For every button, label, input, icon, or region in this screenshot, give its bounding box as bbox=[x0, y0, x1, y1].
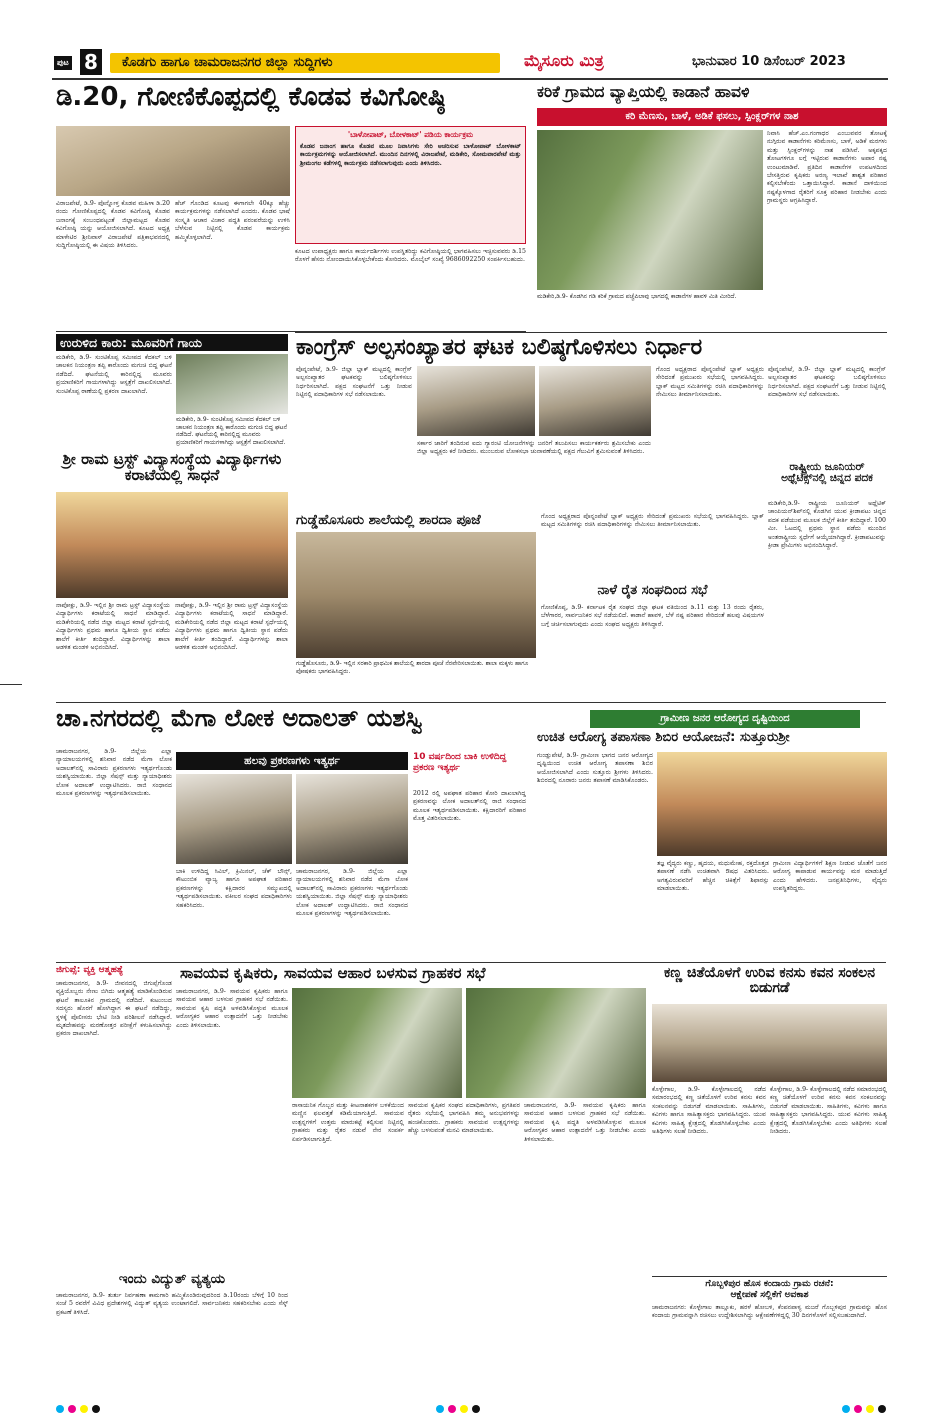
congress-body-col1: ಪೊನ್ನಂಪೇಟೆ, ಡಿ.9- ಜಿಲ್ಲಾ ಬ್ಲಾಕ್ ಮಟ್ಟದಲ್ಲಿ ಕಾಂಗ್ರೆಸ್ ಅಲ್ಪಸಂಖ್ಯಾತರ ಘಟಕವನ್ನು ಬಲಿಷ್ಠಗೊಳಿಸಲು ನಿರ್ಧರಿಸಲಾಗಿದೆ. ಪಕ್ಷದ ಸಂಘಟನೆಗೆ ಒತ್ತು ನೀಡುವ ನಿಟ್ಟಿನಲ್ಲಿ ಪದಾಧಿಕಾರಿಗಳ ಸಭೆ ನಡೆಸಲಾಯಿತು. bbox=[296, 366, 412, 399]
headline-gram-sabha: ಗೊಬ್ಬಳಿಪುರ ಹೊಸ ಕಂದಾಯ ಗ್ರಾಮ ರಚನೆ: bbox=[705, 1279, 834, 1289]
power-cut-body: ಚಾಮರಾಜನಗರ, ಡಿ.9- ತುರ್ತು ನಿರ್ವಹಣಾ ಕಾಮಗಾರಿ ಹಮ್ಮಿಕೊಂಡಿರುವುದರಿಂದ ಡಿ.10ರಂದು ಬೆಳಿಗ್ಗೆ 10 ರಿಂದ ಸಂಜೆ 5 ರವರೆಗೆ ವಿವಿಧ ಪ್ರದೇಶಗಳಲ್ಲಿ ವಿದ್ಯುತ್ ವ್ಯತ್ಯಯ ಉಂಟಾಗಲಿದೆ. ಸಾರ್ವಜನಿಕರು ಸಹಕರಿಸಬೇಕು ಎಂದು ಸೆಸ್ಕ್ ಪ್ರಕಟಣೆ ತಿಳಿಸಿದೆ. bbox=[56, 1292, 288, 1316]
photo-damaged-plantation bbox=[537, 130, 763, 290]
divider-3 bbox=[56, 702, 886, 703]
congress-body-col5: ಗೊಂದ ಅಧ್ಯಕ್ಷರಾದ ಪೊನ್ನಂಪೇಟೆ ಬ್ಲಾಕ್ ಅಧ್ಯಕ್ಷರು ಸೇರಿದಂತೆ ಪ್ರಮುಖರು ಸಭೆಯಲ್ಲಿ ಭಾಗವಹಿಸಿದ್ದರು. ಬ್ಲಾಕ್ ಮಟ್ಟದ ಸಮಿತಿಗಳನ್ನು ರಚಿಸಿ ಪದಾಧಿಕಾರಿಗಳನ್ನು ನೇಮಿಸಲು ತೀರ್ಮಾನಿಸಲಾಯಿತು. bbox=[541, 513, 764, 529]
registration-dot-magenta bbox=[68, 1405, 76, 1413]
header-date: ಭಾನುವಾರ 10 ಡಿಸೆಂಬರ್ 2023 bbox=[692, 54, 846, 69]
headline-sharada-pooja: ಗುಡ್ಡೆಹೊಸೂರು ಶಾಲೆಯಲ್ಲಿ ಶಾರದಾ ಪೂಜೆ bbox=[296, 512, 481, 528]
page-header bbox=[52, 50, 888, 76]
headline-suicide: ಜಿಗುಪ್ಸೆ: ವ್ಯಕ್ತಿ ಆತ್ಮಹತ್ಯೆ bbox=[56, 965, 124, 975]
health-camp-body-col3: ಗ್ರಾಮೀಣ ವಿದ್ಯಾರ್ಥಿಗಳಿಗೆ ಶಿಕ್ಷಣ ನೀಡುವ ಜೊತೆಗೆ ಜನರ ಆರೋಗ್ಯ ಕಾಪಾಡುವ ಕಾರ್ಯವನ್ನು ಮಠ ಮಾಡುತ್ತಿದೆ ಎಂದು ಹೇಳಿದರು. ಜನಪ್ರತಿನಿಧಿಗಳು, ವೈದ್ಯರು ಉಪಸ್ಥಿತರಿದ್ದರು. bbox=[773, 860, 887, 893]
elephant-body: ನಿವಾಸಿ ಹೆಚ್.ಎಂ.ಗಂಗಾಧರ ಎಂಬುವವರ ತೋಟಕ್ಕೆ ನುಗ್ಗಿರುವ ಕಾಡಾನೆಗಳು ಕರಿಮೆಣಸು, ಬಾಳೆ, ಅಡಿಕೆ ಮರಗಳು ಮತ್ತು ಸ್ಪಿಂಕ್ಲರ್‌ಗಳನ್ನು ನಾಶ ಪಡಿಸಿವೆ. ಅಕ್ಕಪಕ್ಕದ ತೋಟಗಳಿಗೂ ಲಗ್ಗೆ ಇಟ್ಟಿರುವ ಕಾಡಾನೆಗಳು ಅಪಾರ ನಷ್ಟ ಉಂಟುಮಾಡಿವೆ. ಪ್ರತಿದಿನ ಕಾಡಾನೆಗಳ ಉಪಟಳದಿಂದ ಬೇಸತ್ತಿರುವ ಕೃಷಿಕರು ಅರಣ್ಯ ಇಲಾಖೆ ಶಾಶ್ವತ ಪರಿಹಾರ ಕಲ್ಪಿಸಬೇಕೆಂದು ಒತ್ತಾಯಿಸಿದ್ದಾರೆ. ಕಾಡಾನೆ ದಾಳಿಯಿಂದ ನಷ್ಟಕ್ಕೊಳಗಾದ ರೈತರಿಗೆ ಸೂಕ್ತ ಪರಿಹಾರ ನೀಡಬೇಕು ಎಂದು ಗ್ರಾಮಸ್ಥರು ಆಗ್ರಹಿಸಿದ್ದಾರೆ. bbox=[767, 130, 887, 205]
headline-lok-adalat: ಚಾ.ನಗರದಲ್ಲಿ ಮೆಗಾ ಲೋಕ ಅದಾಲತ್ ಯಶಸ್ವಿ bbox=[56, 704, 423, 732]
photo-lok-adalat-2 bbox=[296, 774, 408, 864]
headline-poetry-book: ಕಣ್ಣ ಚಿತೆಯೊಳಗೆ ಉರಿವ ಕನಸು ಕವನ ಸಂಕಲನ ಬಿಡುಗಡೆ bbox=[663, 965, 876, 996]
photo-lok-adalat-1 bbox=[176, 774, 292, 864]
organic-body-col1: ಚಾಮರಾಜನಗರ, ಡಿ.9- ಸಾವಯವ ಕೃಷಿಕರು ಹಾಗೂ ಸಾವಯವ ಆಹಾರ ಬಳಸುವ ಗ್ರಾಹಕರ ಸಭೆ ನಡೆಯಿತು. ಸಾವಯವ ಕೃಷಿ ಪದ್ಧತಿ ಅಳವಡಿಸಿಕೊಳ್ಳುವ ಮೂಲಕ ಆರೋಗ್ಯಕರ ಆಹಾರ ಉತ್ಪಾದನೆಗೆ ಒತ್ತು ನೀಡಬೇಕು ಎಂದು ತಿಳಿಸಲಾಯಿತು. bbox=[176, 988, 288, 1029]
kodava-body-col1: ವಿರಾಜಪೇಟೆ, ಡಿ.9- ಪೊನ್ನೋಳ್ತ ಕೊಡವ ಮಹಿಳಾ ಡಿ.20 ರಂದು ಗೋಣಿಕೊಪ್ಪದಲ್ಲಿ ಕೊಡವ ಕವಿಗೋಷ್ಠಿ ಕೊಡವ ಜನಾಂಗಕ್ಕೆ ಸಂಬಂಧಪಟ್ಟಂತೆ ಜಿಲ್ಲಾಮಟ್ಟದ ಕೊಡವ ಕವಿಗೋಷ್ಠಿ ಯನ್ನು ಆಯೋಜಿಸಲಾಗಿದೆ. ಕೂಟದ ಅಧ್ಯಕ್ಷ ಮಾಳೇಟಿರ ಶ್ರೀನಿವಾಸ್ ವಿರಾಜಪೇಟೆ ಪತ್ರಿಕಾಭವನದಲ್ಲಿ ಸುದ್ದಿಗೋಷ್ಠಿಯಲ್ಲಿ ಈ ವಿಷಯ ತಿಳಿಸಿದರು. bbox=[56, 200, 170, 250]
car-accident-caption: ಮಡಿಕೇರಿ, ಡಿ.9- ಸುಂಟಿಕೊಪ್ಪ ಸಮೀಪದ ಕೆದಕಲ್ ಬಳಿ ಚಾಲಕನ ನಿಯಂತ್ರಣ ತಪ್ಪಿ ಕಾರೊಂದು ಮಗುಚಿ ಬಿದ್ದ ಘಟನೆ ನಡೆದಿದೆ. ಘಟನೆಯಲ್ಲಿ ಕಾರಿನಲ್ಲಿದ್ದ ಮೂವರು ಪ್ರಯಾಣಿಕರಿಗೆ ಗಾಯಗಳಾಗಿದ್ದು ಆಸ್ಪತ್ರೆಗೆ ದಾಖಲಿಸಲಾಗಿದೆ. bbox=[176, 416, 288, 446]
headline-athletics: ರಾಷ್ಟ್ರೀಯ ಜೂನಿಯರ್ ಅಥ್ಲೆಟಿಕ್ಸ್‌ನಲ್ಲಿ ಚಿನ್ನದ ಪದಕ bbox=[781, 461, 873, 485]
inset-box bbox=[295, 126, 526, 244]
health-camp-top-banner: ಗ್ರಾಮೀಣ ಜನರ ಆರೋಗ್ಯದ ದೃಷ್ಟಿಯಿಂದ bbox=[590, 710, 860, 728]
congress-body-col3: ಗೊಂದ ಅಧ್ಯಕ್ಷರಾದ ಪೊನ್ನಂಪೇಟೆ ಬ್ಲಾಕ್ ಅಧ್ಯಕ್ಷರು ಸೇರಿದಂತೆ ಪ್ರಮುಖರು ಸಭೆಯಲ್ಲಿ ಭಾಗವಹಿಸಿದ್ದರು. ಬ್ಲಾಕ್ ಮಟ್ಟದ ಸಮಿತಿಗಳನ್ನು ರಚಿಸಿ ಪದಾಧಿಕಾರಿಗಳನ್ನು ನೇಮಿಸಲು ತೀರ್ಮಾನಿಸಲಾಯಿತು. bbox=[656, 366, 764, 399]
registration-dot-cyan bbox=[842, 1405, 850, 1413]
registration-dot-magenta bbox=[448, 1405, 456, 1413]
organic-body-col4: ಚಾಮರಾಜನಗರ, ಡಿ.9- ಸಾವಯವ ಕೃಷಿಕರು ಹಾಗೂ ಸಾವಯವ ಆಹಾರ ಬಳಸುವ ಗ್ರಾಹಕರ ಸಭೆ ನಡೆಯಿತು. ಸಾವಯವ ಕೃಷಿ ಪದ್ಧತಿ ಅಳವಡಿಸಿಕೊಳ್ಳುವ ಮೂಲಕ ಆರೋಗ್ಯಕರ ಆಹಾರ ಉತ್ಪಾದನೆಗೆ ಒತ್ತು ನೀಡಬೇಕು ಎಂದು ತಿಳಿಸಲಾಯಿತು. bbox=[524, 1102, 646, 1143]
registration-dot-black bbox=[92, 1405, 100, 1413]
lok-adalat-body-col4: 2012 ರಲ್ಲಿ ಅಪಘಾತ ಪರಿಹಾರ ಕೋರಿ ದಾಖಲಾಗಿದ್ದ ಪ್ರಕರಣವನ್ನು ಲೋಕ ಅದಾಲತ್‌ನಲ್ಲಿ ರಾಜಿ ಸಂಧಾನದ ಮೂಲಕ ಇತ್ಯರ್ಥಪಡಿಸಲಾಯಿತು. ಕಕ್ಷಿದಾರರಿಗೆ ಪರಿಹಾರ ಮೊತ್ತ ವಿತರಿಸಲಾಯಿತು. bbox=[413, 790, 526, 823]
elephant-caption: ಮಡಿಕೇರಿ,ಡಿ.9- ಕೊಡಗಿನ ಗಡಿ ಕರಿಕೆ ಗ್ರಾಮದ ಪಚ್ಚೆಪಿಲಾವು ಭಾಗದಲ್ಲಿ ಕಾಡಾನೆಗಳ ಹಾವಳಿ ಮಿತಿ ಮೀರಿದೆ. bbox=[537, 293, 737, 300]
congress-body-col2: ಸರ್ಕಾರ ಜಾರಿಗೆ ತಂದಿರುವ ಐದು ಗ್ಯಾರಂಟಿ ಯೋಜನೆಗಳನ್ನು ಜನರಿಗೆ ತಲುಪಿಸಲು ಕಾರ್ಯಕರ್ತರು ಶ್ರಮಿಸಬೇಕು ಎಂದು ಜಿಲ್ಲಾ ಅಧ್ಯಕ್ಷರು ಕರೆ ನೀಡಿದರು. ಮುಂಬರುವ ಲೋಕಸಭಾ ಚುನಾವಣೆಯಲ್ಲಿ ಪಕ್ಷದ ಗೆಲುವಿಗೆ ಶ್ರಮಿಸುವಂತೆ ತಿಳಿಸಿದರು. bbox=[417, 440, 651, 456]
registration-dot-yellow bbox=[866, 1405, 874, 1413]
section-title: ಕೊಡಗು ಹಾಗೂ ಚಾಮರಾಜನಗರ ಜಿಲ್ಲಾ ಸುದ್ದಿಗಳು bbox=[122, 55, 333, 70]
sharada-pooja-caption: ಗುಡ್ಡೆಹೊಸೂರು, ಡಿ.9- ಇಲ್ಲಿನ ಸರಕಾರಿ ಪ್ರಾಥಮಿಕ ಶಾಲೆಯಲ್ಲಿ ಶಾರದಾ ಪೂಜೆ ನೆರವೇರಿಸಲಾಯಿತು. ಶಾಲಾ ಮಕ್ಕಳು ಹಾಗೂ ಪೋಷಕರು ಭಾಗವಹಿಸಿದ್ದರು. bbox=[296, 660, 529, 675]
headline-kodava-poets: ಡಿ.20, ಗೋಣಿಕೊಪ್ಪದಲ್ಲಿ ಕೊಡವ ಕವಿಗೋಷ್ಠಿ bbox=[56, 82, 446, 112]
photo-health-camp bbox=[657, 752, 887, 856]
karate-body-col1: ನಾಪೋಕ್ಲು, ಡಿ.9- ಇಲ್ಲಿನ ಶ್ರೀ ರಾಮ ಟ್ರಸ್ಟ್ ವಿದ್ಯಾಸಂಸ್ಥೆಯ ವಿದ್ಯಾರ್ಥಿಗಳು ಕರಾಟೆಯಲ್ಲಿ ಸಾಧನೆ ಮಾಡಿದ್ದಾರೆ. ಮಡಿಕೇರಿಯಲ್ಲಿ ನಡೆದ ಜಿಲ್ಲಾ ಮಟ್ಟದ ಕರಾಟೆ ಸ್ಪರ್ಧೆಯಲ್ಲಿ ವಿದ್ಯಾರ್ಥಿಗಳು ಪ್ರಥಮ ಹಾಗೂ ದ್ವಿತೀಯ ಸ್ಥಾನ ಪಡೆದು ಶಾಲೆಗೆ ಕೀರ್ತಿ ತಂದಿದ್ದಾರೆ. ವಿದ್ಯಾರ್ಥಿಗಳನ್ನು ಶಾಲಾ ಆಡಳಿತ ಮಂಡಳಿ ಅಭಿನಂದಿಸಿದೆ. bbox=[56, 602, 170, 652]
page-number: 8 bbox=[80, 49, 102, 75]
congress-body-col4: ಪೊನ್ನಂಪೇಟೆ, ಡಿ.9- ಜಿಲ್ಲಾ ಬ್ಲಾಕ್ ಮಟ್ಟದಲ್ಲಿ ಕಾಂಗ್ರೆಸ್ ಅಲ್ಪಸಂಖ್ಯಾತರ ಘಟಕವನ್ನು ಬಲಿಷ್ಠಗೊಳಿಸಲು ನಿರ್ಧರಿಸಲಾಗಿದೆ. ಪಕ್ಷದ ಸಂಘಟನೆಗೆ ಒತ್ತು ನೀಡುವ ನಿಟ್ಟಿನಲ್ಲಿ ಪದಾಧಿಕಾರಿಗಳ ಸಭೆ ನಡೆಸಲಾಯಿತು. bbox=[768, 366, 886, 399]
health-camp-body-col2: ತಜ್ಞ ವೈದ್ಯರು ಕಣ್ಣು, ಹೃದಯ, ಮಧುಮೇಹ, ರಕ್ತದೊತ್ತಡ ತಪಾಸಣೆ ನಡೆಸಿ ಉಚಿತವಾಗಿ ಔಷಧ ವಿತರಿಸಿದರು. ಅಗತ್ಯವಿರುವವರಿಗೆ ಹೆಚ್ಚಿನ ಚಿಕಿತ್ಸೆಗೆ ಶಿಫಾರಸ್ಸು ಮಾಡಲಾಯಿತು. bbox=[657, 860, 769, 893]
car-accident-body: ಮಡಿಕೇರಿ, ಡಿ.9- ಸುಂಟಿಕೊಪ್ಪ ಸಮೀಪದ ಕೆದಕಲ್ ಬಳಿ ಚಾಲಕನ ನಿಯಂತ್ರಣ ತಪ್ಪಿ ಕಾರೊಂದು ಮಗುಚಿ ಬಿದ್ದ ಘಟನೆ ನಡೆದಿದೆ. ಘಟನೆಯಲ್ಲಿ ಕಾರಿನಲ್ಲಿದ್ದ ಮೂವರು ಪ್ರಯಾಣಿಕರಿಗೆ ಗಾಯಗಳಾಗಿದ್ದು ಆಸ್ಪತ್ರೆಗೆ ದಾಖಲಿಸಲಾಗಿದೆ. ಸುಂಟಿಕೊಪ್ಪ ಠಾಣೆಯಲ್ಲಿ ಪ್ರಕರಣ ದಾಖಲಾಗಿದೆ. bbox=[56, 354, 172, 395]
organic-body-col3: ಸಾವಯವ ಕೃಷಿಕರ ಸಂಘದ ಪದಾಧಿಕಾರಿಗಳು, ಪ್ರಗತಿಪರ ರೈತರು ಸಭೆಯಲ್ಲಿ ಭಾಗವಹಿಸಿ ತಮ್ಮ ಅನುಭವಗಳನ್ನು ಹಂಚಿಕೊಂಡರು. ಗ್ರಾಹಕರು ಸಾವಯವ ಉತ್ಪನ್ನಗಳನ್ನು ಹೆಚ್ಚು ಬಳಸುವಂತೆ ಮನವಿ ಮಾಡಲಾಯಿತು. bbox=[408, 1102, 520, 1135]
side-banner-text: 10 ವರ್ಷದಿಂದ ಬಾಕಿ ಉಳಿದಿದ್ದ ಪ್ರಕರಣ ಇತ್ಯರ್ಥ bbox=[413, 752, 507, 773]
header-rule bbox=[52, 78, 888, 80]
side-banner-lok-adalat bbox=[413, 752, 526, 786]
photo-organic-meeting-2 bbox=[466, 988, 646, 1098]
gram-sabha-body: ಚಾಮರಾಜನಗರ: ಕೊಳ್ಳೇಗಾಲ ತಾಲ್ಲೂಕು, ಹರಳೆ ಹೋಬಳಿ, ಕೆಂಪನಪಾಳ್ಯ ಮಜರೆ ಗೊಬ್ಬಳಿಪುರ ಗ್ರಾಮವನ್ನು ಹೊಸ ಕಂದಾಯ ಗ್ರಾಮವನ್ನಾಗಿ ರಚಿಸಲು ಉದ್ದೇಶಿಸಲಾಗಿದ್ದು ಆಕ್ಷೇಪಣೆಗಳಿದ್ದಲ್ಲಿ 30 ದಿನಗಳೊಳಗೆ ಸಲ್ಲಿಸಬಹುದಾಗಿದೆ. bbox=[652, 1303, 887, 1320]
suicide-body: ಚಾಮರಾಜನಗರ, ಡಿ.9- ಜೀವನದಲ್ಲಿ ಜಿಗುಪ್ಸೆಗೊಂಡ ವ್ಯಕ್ತಿಯೊಬ್ಬರು ನೇಣು ಬಿಗಿದು ಆತ್ಮಹತ್ಯೆ ಮಾಡಿಕೊಂಡಿರುವ ಘಟನೆ ತಾಲೂಕಿನ ಗ್ರಾಮದಲ್ಲಿ ನಡೆದಿದೆ. ಕುಟುಂಬದ ಸದಸ್ಯರು ಹೊರಗೆ ಹೋಗಿದ್ದಾಗ ಈ ಘಟನೆ ನಡೆದಿದ್ದು, ಸ್ಥಳಕ್ಕೆ ಪೊಲೀಸರು ಭೇಟಿ ನೀಡಿ ಪರಿಶೀಲನೆ ನಡೆಸಿದ್ದಾರೆ. ಮೃತದೇಹವನ್ನು ಮರಣೋತ್ತರ ಪರೀಕ್ಷೆಗೆ ಕಳುಹಿಸಲಾಗಿದ್ದು ಪ್ರಕರಣ ದಾಖಲಾಗಿದೆ. bbox=[56, 980, 172, 1038]
gram-sabha-box bbox=[652, 1276, 887, 1374]
kodava-body-col3: ಕೂಟದ ಉಪಾಧ್ಯಕ್ಷರು ಹಾಗೂ ಕಾರ್ಯದರ್ಶಿಗಳು ಉಪಸ್ಥಿತರಿದ್ದು ಕವಿಗೋಷ್ಠಿಯಲ್ಲಿ ಭಾಗವಹಿಸಲು ಇಚ್ಛಿಸುವವರು ಡಿ.15 ರೊಳಗೆ ಹೆಸರು ನೋಂದಾಯಿಸಿಕೊಳ್ಳಬೇಕೆಂದು ಕೋರಿದರು. ಮೊಬೈಲ್ ಸಂಖ್ಯೆ 9686092250 ಸಂಪರ್ಕಿಸಬಹುದು. bbox=[295, 248, 526, 264]
headline-power-cut: ಇಂದು ವಿದ್ಯುತ್ ವ್ಯತ್ಯಯ bbox=[118, 1271, 226, 1287]
photo-congress-meeting-2 bbox=[539, 366, 651, 436]
inset-body: ಕೊಡವ ಜನಾಂಗ ಹಾಗೂ ಕೊಡವ ಮೂಲ ನಿವಾಸಿಗಳು ಸೇರಿ ಆಚರಿಸುವ ಬಾಳೋಪಾಟ್ ಬೋಳಕಾಟ್ ಕಾರ್ಯಕ್ರಮಗಳನ್ನು ಆಯೋಜಿಸಲಾಗಿದೆ. ಮುಂದಿನ ದಿನಗಳಲ್ಲಿ ವಿರಾಜಪೇಟೆ, ಮಡಿಕೇರಿ, ಸೋಮವಾರಪೇಟೆ ಮತ್ತು ಶ್ರೀಮಂಗಲ ಕಡೆಗಳಲ್ಲಿ ಕಾರ್ಯಕ್ರಮ ನಡೆಸಲಾಗುವುದು ಎಂದು ತಿಳಿಸಿದರು. bbox=[300, 143, 521, 167]
poetry-body-col1: ಕೊಳ್ಳೇಗಾಲ, ಡಿ.9- ಕೊಳ್ಳೇಗಾಲದಲ್ಲಿ ನಡೆದ ಸಮಾರಂಭದಲ್ಲಿ ಕಣ್ಣ ಚಿತೆಯೊಳಗೆ ಉರಿವ ಕನಸು ಕವನ ಸಂಕಲನವನ್ನು ಬಿಡುಗಡೆ ಮಾಡಲಾಯಿತು. ಸಾಹಿತಿಗಳು, ಕವಿಗಳು ಹಾಗೂ ಸಾಹಿತ್ಯಾಸಕ್ತರು ಭಾಗವಹಿಸಿದ್ದರು. ಯುವ ಕವಿಗಳು ಸಾಹಿತ್ಯ ಕ್ಷೇತ್ರದಲ್ಲಿ ತೊಡಗಿಸಿಕೊಳ್ಳಬೇಕು ಎಂದು ಅತಿಥಿಗಳು ಸಲಹೆ ನೀಡಿದರು. bbox=[652, 1086, 766, 1136]
registration-dot-cyan bbox=[436, 1405, 444, 1413]
headline-car-accident: ಉರುಳಿದ ಕಾರು: ಮೂವರಿಗೆ ಗಾಯ bbox=[56, 334, 288, 351]
headline-congress: ಕಾಂಗ್ರೆಸ್ ಅಲ್ಪಸಂಖ್ಯಾತರ ಘಟಕ ಬಲಿಷ್ಠಗೊಳಿಸಲು ನಿರ್ಧಾರ bbox=[296, 335, 703, 360]
photo-congress-meeting-1 bbox=[417, 366, 535, 436]
section-title-banner bbox=[110, 53, 500, 73]
inset-title: 'ಬಾಳೋಪಾಟ್, ಬೋಳಕಾಟ್' ಪಡಿಯ ಕಾರ್ಯಕ್ರಮ bbox=[347, 130, 474, 139]
registration-dot-magenta bbox=[854, 1405, 862, 1413]
registration-dot-cyan bbox=[56, 1405, 64, 1413]
organic-body-col2: ರಾಸಾಯನಿಕ ಗೊಬ್ಬರ ಮತ್ತು ಕೀಟನಾಶಕಗಳ ಬಳಕೆಯಿಂದ ಮಣ್ಣಿನ ಫಲವತ್ತತೆ ಕಡಿಮೆಯಾಗುತ್ತಿದೆ. ಸಾವಯವ ಉತ್ಪನ್ನಗಳಿಗೆ ಉತ್ತಮ ಮಾರುಕಟ್ಟೆ ಕಲ್ಪಿಸುವ ನಿಟ್ಟಿನಲ್ಲಿ ಗ್ರಾಹಕರು ಮತ್ತು ರೈತರ ನಡುವೆ ನೇರ ಸಂಪರ್ಕ ಏರ್ಪಡಿಸಲಾಗುತ್ತಿದೆ. bbox=[292, 1102, 404, 1143]
lok-adalat-body-col2: ಬಾಕಿ ಉಳಿದಿದ್ದ ಸಿವಿಲ್, ಕ್ರಿಮಿನಲ್, ಚೆಕ್ ಬೌನ್ಸ್, ಕೌಟುಂಬಿಕ ವ್ಯಾಜ್ಯ ಹಾಗೂ ಅಪಘಾತ ಪರಿಹಾರ ಪ್ರಕರಣಗಳನ್ನು ಕಕ್ಷಿದಾರರ ಸಮ್ಮುಖದಲ್ಲಿ ಇತ್ಯರ್ಥಪಡಿಸಲಾಯಿತು. ವಕೀಲರ ಸಂಘದ ಪದಾಧಿಕಾರಿಗಳು ಸಹಕರಿಸಿದರು. bbox=[176, 868, 292, 909]
lok-adalat-body-col1: ಚಾಮರಾಜನಗರ, ಡಿ.9- ಜಿಲ್ಲೆಯ ಎಲ್ಲಾ ನ್ಯಾಯಾಲಯಗಳಲ್ಲಿ ಶನಿವಾರ ನಡೆದ ಮೆಗಾ ಲೋಕ ಅದಾಲತ್‌ನಲ್ಲಿ ಸಾವಿರಾರು ಪ್ರಕರಣಗಳು ಇತ್ಯರ್ಥಗೊಂಡು ಯಶಸ್ವಿಯಾಯಿತು. ಜಿಲ್ಲಾ ಸೆಷನ್ಸ್ ಮತ್ತು ನ್ಯಾಯಾಧೀಶರು ಲೋಕ ಅದಾಲತ್ ಉದ್ಘಾಟಿಸಿದರು. ರಾಜಿ ಸಂಧಾನದ ಮೂಲಕ ಪ್ರಕರಣಗಳನ್ನು ಇತ್ಯರ್ಥಪಡಿಸಲಾಯಿತು. bbox=[56, 748, 172, 798]
health-camp-body-col1: ಗುಂಡ್ಲುಪೇಟೆ, ಡಿ.9- ಗ್ರಾಮೀಣ ಭಾಗದ ಜನರ ಆರೋಗ್ಯದ ದೃಷ್ಟಿಯಿಂದ ಉಚಿತ ಆರೋಗ್ಯ ತಪಾಸಣಾ ಶಿಬಿರ ಆಯೋಜಿಸಲಾಗಿದೆ ಎಂದು ಸುತ್ತೂರು ಶ್ರೀಗಳು ತಿಳಿಸಿದರು. ಶಿಬಿರದಲ್ಲಿ ನೂರಾರು ಜನರು ತಪಾಸಣೆ ಮಾಡಿಸಿಕೊಂಡರು. bbox=[537, 752, 653, 785]
divider-4 bbox=[56, 962, 886, 963]
photo-organic-meeting-1 bbox=[292, 988, 462, 1098]
athletics-body: ಮಡಿಕೇರಿ,ಡಿ.9- ರಾಷ್ಟ್ರೀಯ ಜೂನಿಯರ್ ಅಥ್ಲೆಟಿಕ್ ಚಾಂಪಿಯನ್‌ಶಿಪ್‌ನಲ್ಲಿ ಕೊಡಗಿನ ಯುವ ಕ್ರೀಡಾಪಟು ಚಿನ್ನದ ಪದಕ ಪಡೆಯುವ ಮೂಲಕ ಜಿಲ್ಲೆಗೆ ಕೀರ್ತಿ ತಂದಿದ್ದಾರೆ. 100 ಮೀ. ಓಟದಲ್ಲಿ ಪ್ರಥಮ ಸ್ಥಾನ ಪಡೆದು ಮುಂದಿನ ಅಂತರಾಷ್ಟ್ರೀಯ ಸ್ಪರ್ಧೆಗೆ ಆಯ್ಕೆಯಾಗಿದ್ದಾರೆ. ಕ್ರೀಡಾಪಟುವನ್ನು ಕ್ರೀಡಾ ಪ್ರೇಮಿಗಳು ಅಭಿನಂದಿಸಿದ್ದಾರೆ. bbox=[768, 500, 886, 550]
poetry-body-col2: ಕೊಳ್ಳೇಗಾಲ, ಡಿ.9- ಕೊಳ್ಳೇಗಾಲದಲ್ಲಿ ನಡೆದ ಸಮಾರಂಭದಲ್ಲಿ ಕಣ್ಣ ಚಿತೆಯೊಳಗೆ ಉರಿವ ಕನಸು ಕವನ ಸಂಕಲನವನ್ನು ಬಿಡುಗಡೆ ಮಾಡಲಾಯಿತು. ಸಾಹಿತಿಗಳು, ಕವಿಗಳು ಹಾಗೂ ಸಾಹಿತ್ಯಾಸಕ್ತರು ಭಾಗವಹಿಸಿದ್ದರು. ಯುವ ಕವಿಗಳು ಸಾಹಿತ್ಯ ಕ್ಷೇತ್ರದಲ್ಲಿ ತೊಡಗಿಸಿಕೊಳ್ಳಬೇಕು ಎಂದು ಅತಿಥಿಗಳು ಸಲಹೆ ನೀಡಿದರು. bbox=[770, 1086, 887, 1136]
karate-body-col2: ನಾಪೋಕ್ಲು, ಡಿ.9- ಇಲ್ಲಿನ ಶ್ರೀ ರಾಮ ಟ್ರಸ್ಟ್ ವಿದ್ಯಾಸಂಸ್ಥೆಯ ವಿದ್ಯಾರ್ಥಿಗಳು ಕರಾಟೆಯಲ್ಲಿ ಸಾಧನೆ ಮಾಡಿದ್ದಾರೆ. ಮಡಿಕೇರಿಯಲ್ಲಿ ನಡೆದ ಜಿಲ್ಲಾ ಮಟ್ಟದ ಕರಾಟೆ ಸ್ಪರ್ಧೆಯಲ್ಲಿ ವಿದ್ಯಾರ್ಥಿಗಳು ಪ್ರಥಮ ಹಾಗೂ ದ್ವಿತೀಯ ಸ್ಥಾನ ಪಡೆದು ಶಾಲೆಗೆ ಕೀರ್ತಿ ತಂದಿದ್ದಾರೆ. ವಿದ್ಯಾರ್ಥಿಗಳನ್ನು ಶಾಲಾ ಆಡಳಿತ ಮಂಡಳಿ ಅಭಿನಂದಿಸಿದೆ. bbox=[175, 602, 288, 652]
registration-dot-black bbox=[472, 1405, 480, 1413]
registration-dot-yellow bbox=[460, 1405, 468, 1413]
subheadline-gram-sabha: ಆಕ್ಷೇಪಣೆ ಸಲ್ಲಿಕೆಗೆ ಅವಕಾಶ bbox=[730, 1290, 809, 1301]
photo-book-release bbox=[652, 1004, 887, 1082]
raitha-sangha-body: ಗೋಣಿಕೊಪ್ಪ, ಡಿ.9- ಕರ್ನಾಟಕ ರೈತ ಸಂಘದ ಜಿಲ್ಲಾ ಘಟಕ ವತಿಯಿಂದ ಡಿ.11 ಮತ್ತು 13 ರಂದು ರೈತರು, ಬೆಳೆಗಾರರ, ಸಾರ್ವಜನಿಕರ ಸಭೆ ನಡೆಯಲಿದೆ. ಕಾಡಾನೆ ಹಾವಳಿ, ಬೆಳೆ ನಷ್ಟ ಪರಿಹಾರ ಸೇರಿದಂತೆ ಹಲವು ವಿಷಯಗಳ ಬಗ್ಗೆ ಚರ್ಚಿಸಲಾಗುವುದು ಎಂದು ಸಂಘದ ಅಧ್ಯಕ್ಷರು ತಿಳಿಸಿದ್ದಾರೆ. bbox=[541, 604, 764, 628]
headline-karate: ಶ್ರೀ ರಾಮ ಟ್ರಸ್ಟ್ ವಿದ್ಯಾಸಂಸ್ಥೆಯ ವಿದ್ಯಾರ್ಥಿಗಳು ಕರಾಟೆಯಲ್ಲಿ ಸಾಧನೆ bbox=[62, 450, 282, 484]
masthead: ಮೈಸೂರು ಮಿತ್ರ bbox=[524, 51, 604, 70]
photo-press-meet bbox=[56, 126, 290, 196]
headline-elephant: ಕರಿಕೆ ಗ್ರಾಮದ ವ್ಯಾಪ್ತಿಯಲ್ಲಿ ಕಾಡಾನೆ ಹಾವಳಿ bbox=[537, 83, 750, 101]
subheadline-lok-adalat: ಹಲವು ಪ್ರಕರಣಗಳು ಇತ್ಯರ್ಥ bbox=[176, 752, 408, 770]
divider-2 bbox=[295, 332, 887, 333]
lok-adalat-body-col3: ಚಾಮರಾಜನಗರ, ಡಿ.9- ಜಿಲ್ಲೆಯ ಎಲ್ಲಾ ನ್ಯಾಯಾಲಯಗಳಲ್ಲಿ ಶನಿವಾರ ನಡೆದ ಮೆಗಾ ಲೋಕ ಅದಾಲತ್‌ನಲ್ಲಿ ಸಾವಿರಾರು ಪ್ರಕರಣಗಳು ಇತ್ಯರ್ಥಗೊಂಡು ಯಶಸ್ವಿಯಾಯಿತು. ಜಿಲ್ಲಾ ಸೆಷನ್ಸ್ ಮತ್ತು ನ್ಯಾಯಾಧೀಶರು ಲೋಕ ಅದಾಲತ್ ಉದ್ಘಾಟಿಸಿದರು. ರಾಜಿ ಸಂಧಾನದ ಮೂಲಕ ಪ್ರಕರಣಗಳನ್ನು ಇತ್ಯರ್ಥಪಡಿಸಲಾಯಿತು. bbox=[296, 868, 408, 918]
headline-organic: ಸಾವಯವ ಕೃಷಿಕರು, ಸಾವಯವ ಆಹಾರ ಬಳಸುವ ಗ್ರಾಹಕರ ಸಭೆ bbox=[180, 964, 486, 982]
fold-mark-left bbox=[0, 684, 22, 685]
page-label: ಪುಟ bbox=[54, 56, 72, 70]
kodava-body-col2: ಹೆಚ್ ಗೊಂಡಿದ ಕೂಟವು ಈಗಾಗಲೇ 40ಕ್ಕೂ ಹೆಚ್ಚು ಕಾರ್ಯಕ್ರಮಗಳನ್ನು ನಡೆಸಲಾಗಿದೆ ಎಂದರು. ಕೊಡವ ಭಾಷೆ ಸಂಸ್ಕೃತಿ ಆಚಾರ ವಿಚಾರ ಪದ್ಧತಿ ಪರಂಪರೆಯನ್ನು ಉಳಿಸಿ ಬೆಳೆಸುವ ನಿಟ್ಟಿನಲ್ಲಿ ಕೊಡವ ಕಾರ್ಯಕ್ರಮ ಹಮ್ಮಿಕೊಳ್ಳಲಾಗಿದೆ. bbox=[175, 200, 290, 241]
registration-dot-yellow bbox=[80, 1405, 88, 1413]
subheadline-elephant: ಕರಿ ಮೆಣಸು, ಬಾಳೆ, ಅಡಿಕೆ ಫಸಲು, ಸ್ಪಿಂಕ್ಲರ್‌ಗಳ ನಾಶ bbox=[537, 108, 887, 126]
headline-raitha-sangha: ನಾಳೆ ರೈತ ಸಂಘದಿಂದ ಸಭೆ bbox=[597, 583, 708, 598]
photo-karate-students bbox=[56, 492, 288, 598]
photo-overturned-car bbox=[176, 354, 288, 414]
registration-dot-black bbox=[878, 1405, 886, 1413]
photo-sharada-pooja bbox=[296, 532, 536, 658]
headline-health-camp: ಉಚಿತ ಆರೋಗ್ಯ ತಪಾಸಣಾ ಶಿಬಿರ ಆಯೋಜನೆ: ಸುತ್ತೂರುಶ್ರೀ bbox=[537, 730, 790, 745]
